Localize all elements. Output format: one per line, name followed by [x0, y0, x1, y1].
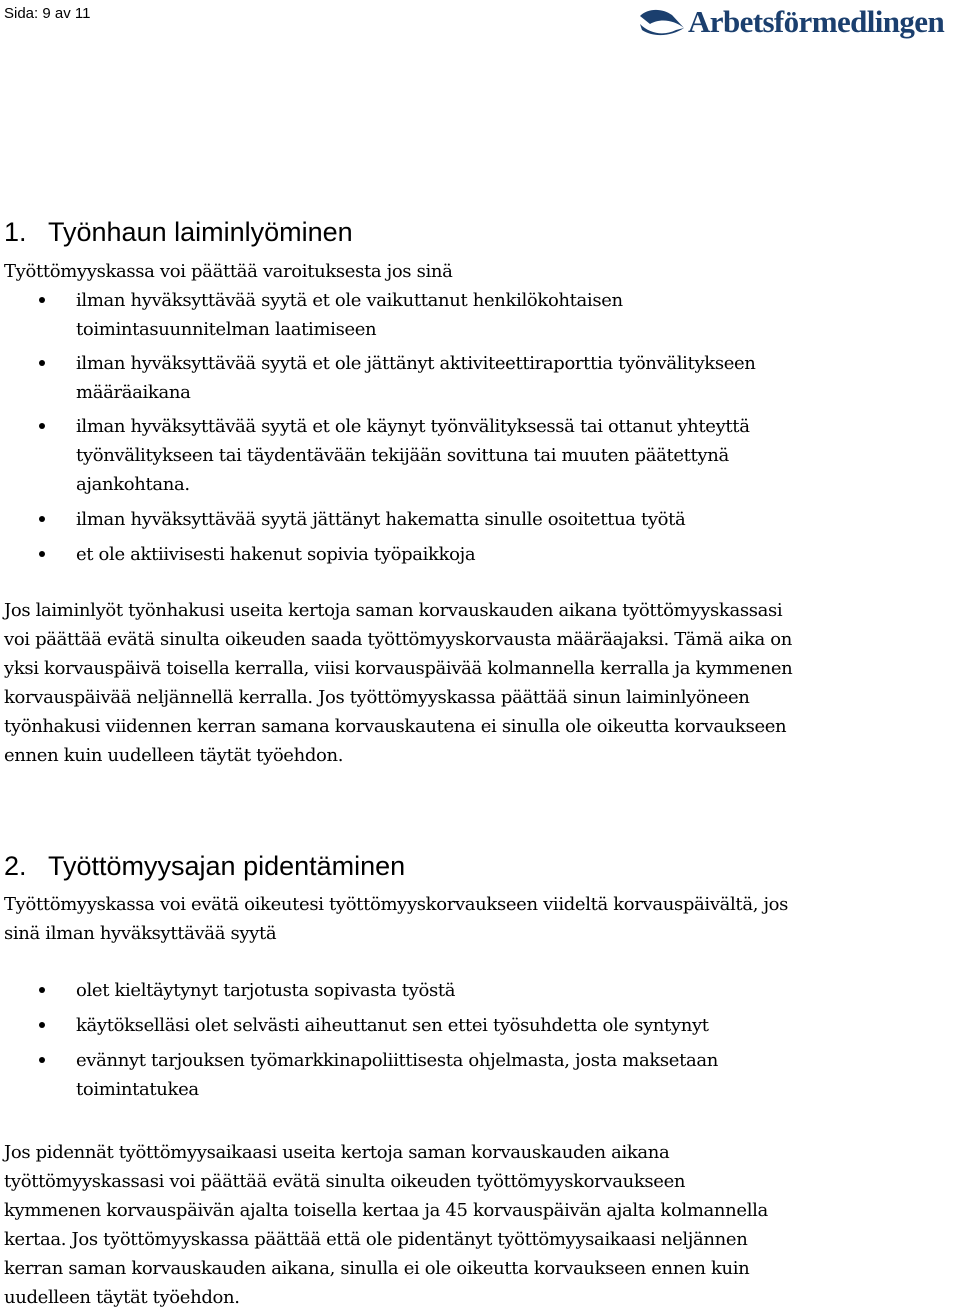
section2-number: 2. — [4, 851, 27, 881]
section2-title: Työttömyysajan pidentäminen — [48, 851, 406, 881]
page-indicator: Sida: 9 av 11 — [4, 5, 91, 22]
section2-intro: Työttömyyskassa voi evätä oikeutesi työttömyyskorvaukseen viideltä korvauspäivältä, jos sinä ilman hyväksyttävää syytä — [4, 894, 789, 944]
list-item: olet kieltäytynyt tarjotusta sopivasta työstä — [76, 976, 936, 1005]
list-item: et ole aktiivisesti hakenut sopivia työpaikkoja — [76, 540, 936, 569]
logo-mark-icon — [638, 6, 686, 38]
section1-heading — [4, 216, 353, 248]
list-item: evännyt tarjouksen työmarkkinapoliittisesta ohjelmasta, josta maksetaan toimintatukea — [76, 1046, 796, 1104]
section1-number: 1. — [4, 217, 27, 247]
section2-paragraph: Jos pidennät työttömyysaikaasi useita kertoja saman korvauskauden aikana työttömyyskassasi voi päättää evätä sinulta oikeuden työttömyyskorvaukseen kymmenen korvauspäivän ajalta toisella kertaa ja 45 korvauspäivän ajalta kolmannella kertaa. Jos työttömyyskassa päättää että ole pidentänyt työttömyysaikaasi neljännen kerran saman korvauskauden aikana, sinulla ei ole oikeutta korvaukseen ennen kuin uudelleen täytät työehdon. — [4, 1142, 768, 1308]
list-item: käytökselläsi olet selvästi aiheuttanut sen ettei työsuhdetta ole syntynyt — [76, 1011, 936, 1040]
logo-wordmark: Arbetsförmedlingen — [688, 4, 945, 39]
list-item: ilman hyväksyttävää syytä et ole käynyt työnvälityksessä tai ottanut yhteyttä työnvälitykseen tai täydentävään tekijään sovittuna tai muuten päätettynä ajankohtana. — [76, 412, 816, 499]
list-item: ilman hyväksyttävää syytä jättänyt hakematta sinulle osoitettua työtä — [76, 505, 936, 534]
list-item: ilman hyväksyttävää syytä et ole jättänyt aktiviteettiraporttia työnvälitykseen määräaikana — [76, 349, 836, 407]
section1-title: Työnhaun laiminlyöminen — [48, 217, 353, 247]
section2-heading — [4, 850, 405, 882]
section1-intro: Työttömyyskassa voi päättää varoituksesta jos sinä — [4, 261, 453, 282]
section1-paragraph: Jos laiminlyöt työnhakusi useita kertoja saman korvauskauden aikana työttömyyskassasi voi päättää evätä sinulta oikeuden saada työttömyyskorvausta määräajaksi. Tämä aika on yksi korvauspäivä toisella kerralla, viisi korvauspäivää kolmannella kerralla ja kymmenen korvauspäivää neljännellä kerralla. Jos työttömyyskassa päättää sinun laiminlyöneen työnhakusi viidennen kerran samana korvauskautena ei sinulla ole oikeutta korvaukseen ennen kuin uudelleen täytät työehdon. — [4, 600, 793, 766]
list-item: ilman hyväksyttävää syytä et ole vaikuttanut henkilökohtaisen toimintasuunnitelman laatimiseen — [76, 286, 716, 344]
arbetsformedlingen-logo — [638, 2, 956, 46]
